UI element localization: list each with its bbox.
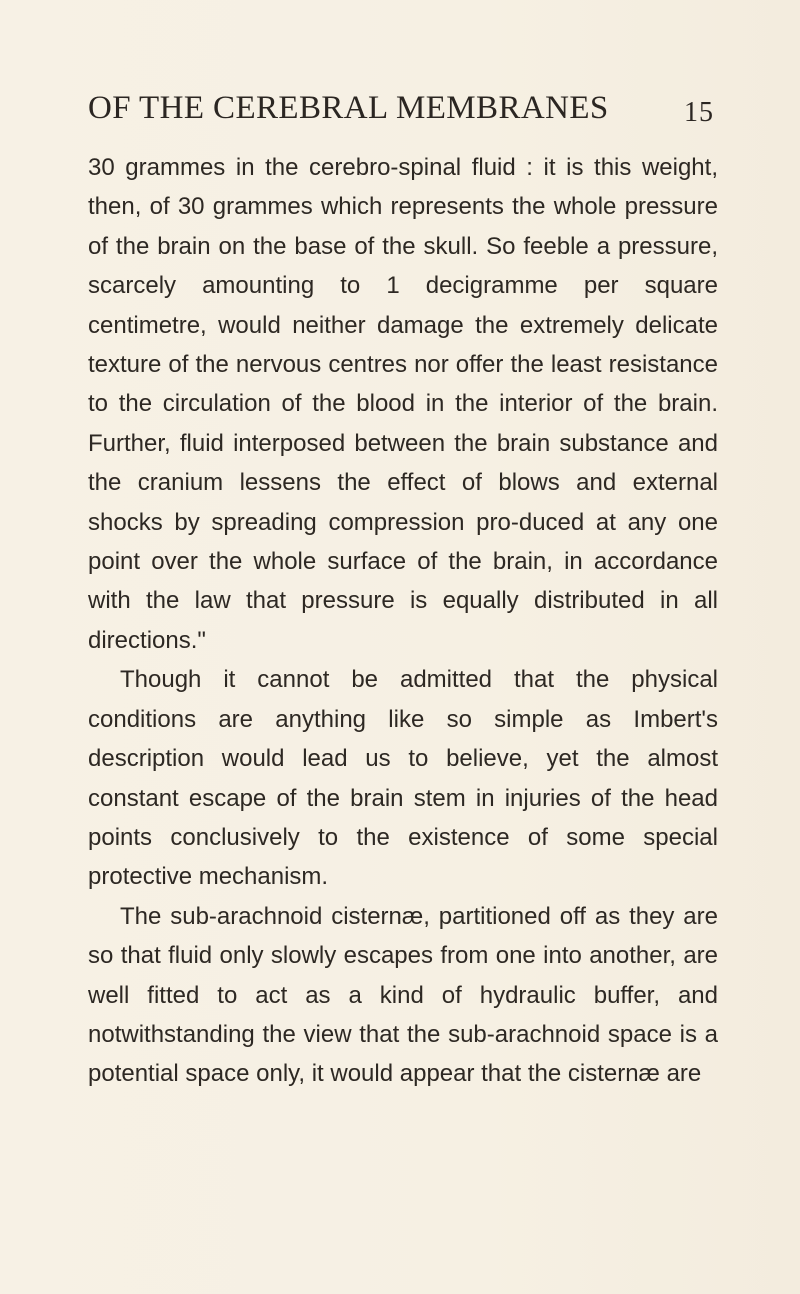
page-number: 15 — [684, 97, 714, 128]
paragraph-continuation: 30 grammes in the cerebro-spinal fluid : it is this weight, then, of 30 grammes which represents the whole pressure of the brain on the base of the skull. So feeble a pressure, scarcely amounting to 1 decigramme per square centimetre, would neither damage the extremely delicate texture of the nervous centres nor offer the least resistance to the circulation of the blood in the interior of the brain. Further, fluid interposed between the brain substance and the cranium lessens the effect of blows and external shocks by spreading compression pro-duced at any one point over the whole surface of the brain, in accordance with the law that pressure is equally distributed in all directions." — [88, 154, 718, 654]
paragraph-cisternae: The sub-arachnoid cisternæ, partitioned off as they are so that fluid only slowly escapes from one into another, are well fitted to act as a kind of hydraulic buffer, and notwithstanding the view that the sub-arachnoid space is a potential space only, it would appear that the cisternæ are — [88, 902, 718, 1088]
running-title: OF THE CEREBRAL MEMBRANES — [88, 90, 609, 126]
paragraph-protective-mechanism: Though it cannot be admitted that the physical conditions are anything like so simple as Imbert's description would lead us to believe, yet the almost constant escape of the brain stem in injuries of the head points conclusively to the existence of some special protective mechanism. — [88, 666, 718, 891]
body-text — [88, 148, 718, 1094]
page-header — [88, 86, 718, 130]
